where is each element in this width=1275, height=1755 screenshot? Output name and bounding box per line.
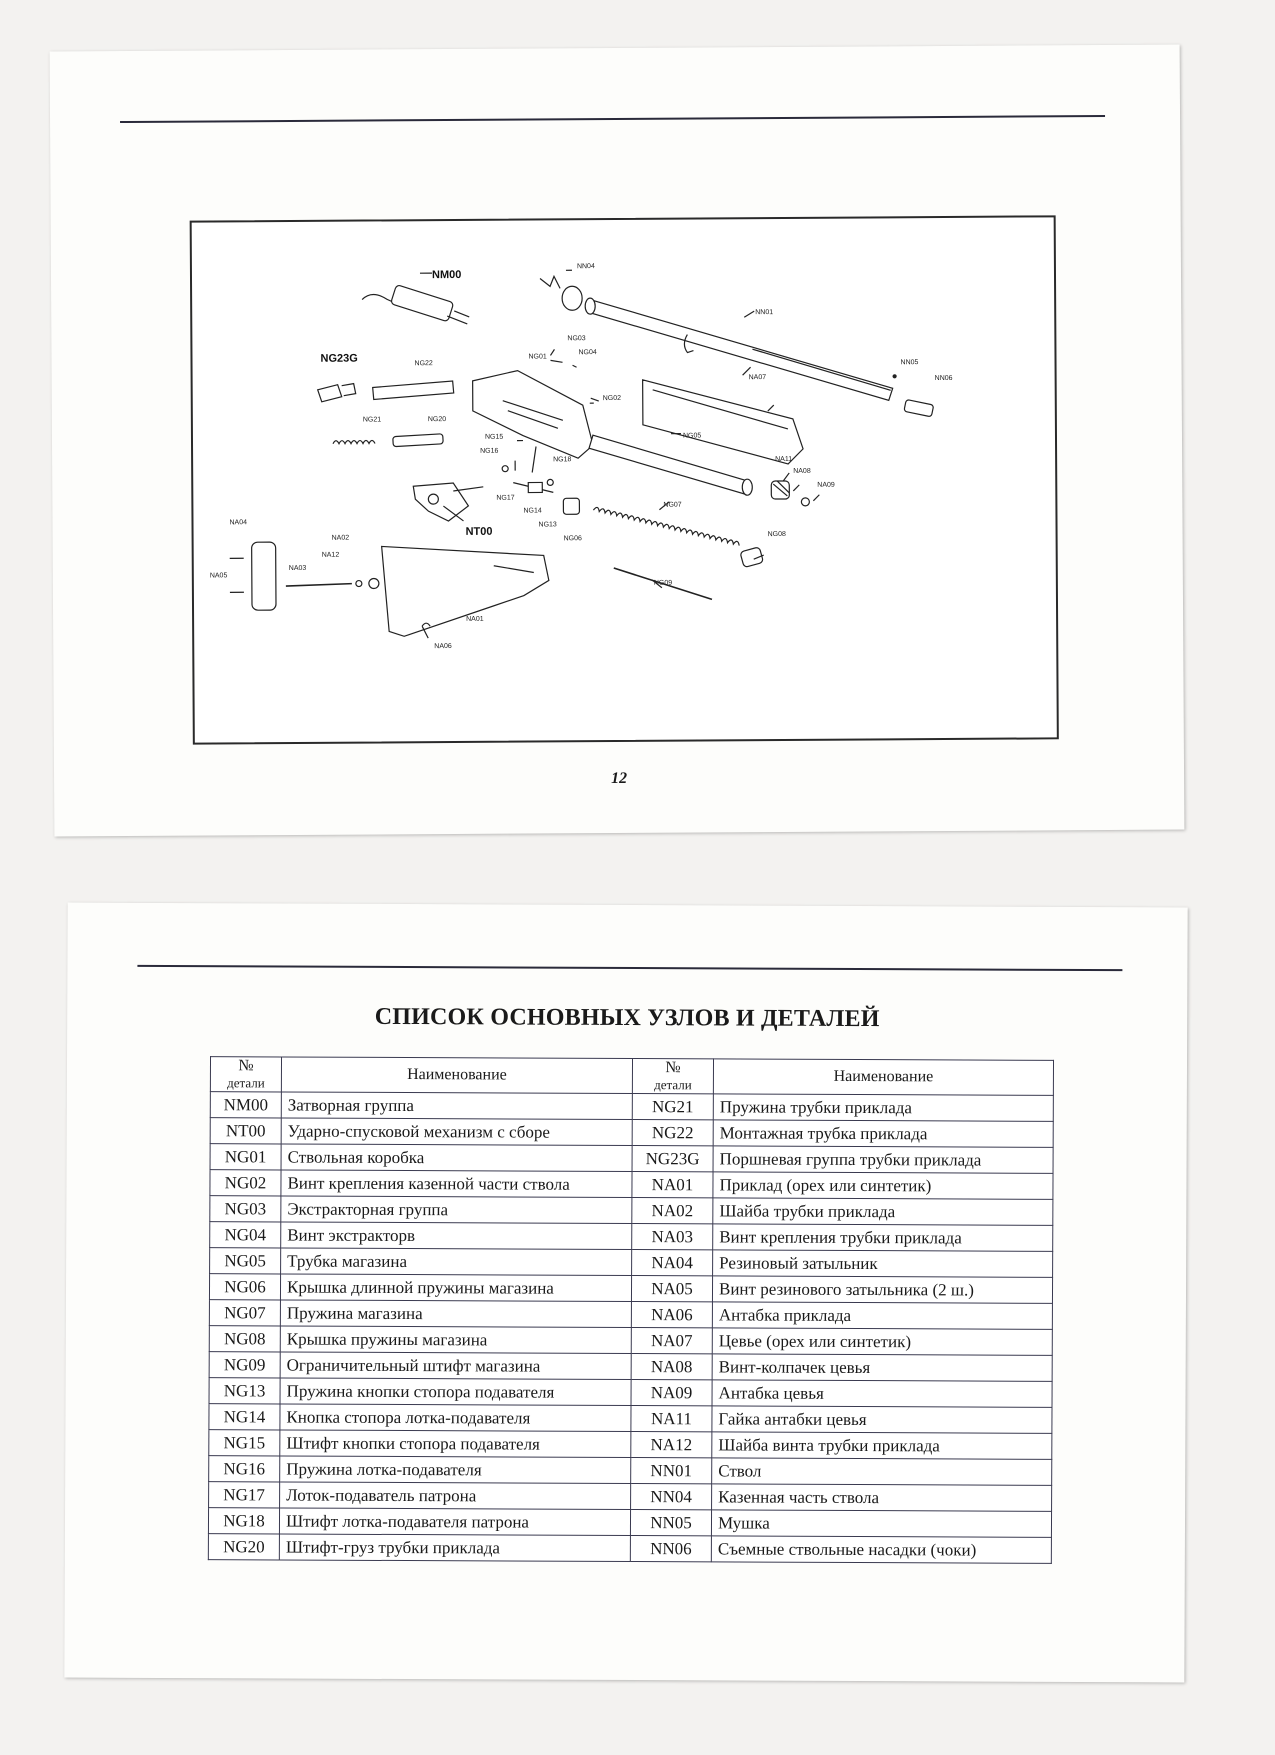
part-number-cell: NA12 [631,1432,712,1458]
bottom-rule [137,965,1122,971]
parts-list-page [64,903,1187,1683]
label-ng15: NG15 [484,433,504,441]
diagram-drawing [192,217,1057,742]
part-name-cell: Штифт лотка-подавателя патрона [279,1508,630,1536]
table-row [208,1534,1051,1564]
header-name-2: Наименование [713,1059,1053,1095]
part-number-cell: NA03 [632,1224,713,1250]
bolt-group-part [362,284,469,324]
part-name-cell: Ствольная коробка [281,1144,632,1172]
label-na04: NA04 [229,519,248,527]
top-rule [120,115,1105,123]
label-ng09: NG09 [653,579,673,587]
label-ng02: NG02 [602,394,622,403]
part-name-cell: Цевье (орех или синтетик) [712,1328,1052,1355]
label-na12: NA12 [321,551,340,559]
header-part-no [210,1057,281,1092]
part-name-cell: Пружина лотка-подавателя [280,1456,631,1484]
table-row [210,1092,1053,1122]
part-number-cell: NA04 [632,1250,713,1276]
exploded-diagram [190,215,1059,744]
label-ng01: NG01 [528,353,547,361]
label-na01: NA01 [466,615,484,623]
part-number-cell: NG08 [209,1326,280,1352]
part-name-cell: Монтажная трубка приклада [713,1120,1053,1147]
label-ng22: NG22 [414,360,433,368]
label-na06: NA06 [434,643,452,651]
part-number-cell: NA11 [631,1406,712,1432]
table-row [210,1118,1053,1148]
part-name-cell: Съемные ствольные насадки (чоки) [711,1536,1051,1563]
label-ng13: NG13 [538,521,557,529]
table-row [209,1300,1052,1330]
part-name-cell: Лоток-подаватель патрона [280,1482,631,1510]
header-no-symbol: № [238,1057,254,1075]
part-number-cell: NA09 [631,1380,712,1406]
part-name-cell: Штифт кнопки стопора подавателя [280,1430,631,1458]
label-ng18: NG18 [553,456,572,464]
table-row [210,1222,1053,1252]
part-number-cell: NG13 [209,1378,280,1404]
part-name-cell: Винт крепления казенной части ствола [281,1170,632,1198]
part-number-cell: NG14 [209,1404,280,1430]
part-name-cell: Крышка длинной пружины магазина [280,1274,631,1302]
part-name-cell: Штифт-груз трубки приклада [279,1534,630,1562]
label-ng05: NG05 [682,432,702,440]
label-na11: NA11 [775,455,793,464]
label-na05: NA05 [209,572,228,580]
table-row [209,1404,1052,1434]
part-name-cell: Антабка цевья [712,1380,1052,1407]
part-number-cell: NG02 [210,1170,281,1196]
part-name-cell: Приклад (орех или синтетик) [713,1172,1053,1199]
forend-part [643,379,804,465]
part-number-cell: NA05 [631,1276,712,1302]
label-ng03: NG03 [567,335,586,343]
label-na07: NA07 [748,374,767,382]
label-na09: NA09 [817,481,835,489]
part-number-cell: NG22 [632,1120,713,1146]
part-name-cell: Шайба винта трубки приклада [712,1432,1052,1459]
label-nn04: NN04 [576,263,595,271]
part-name-cell: Казенная часть ствола [712,1484,1052,1511]
part-name-cell: Кнопка стопора лотка-подавателя [280,1404,631,1432]
part-number-cell: NA06 [631,1302,712,1328]
header-part-no-2 [632,1059,713,1094]
part-number-cell: NN04 [631,1484,712,1510]
part-number-cell: NA07 [631,1328,712,1354]
part-name-cell: Поршневая группа трубки приклада [713,1146,1053,1173]
part-number-cell: NG16 [209,1456,280,1482]
part-number-cell: NG21 [632,1094,713,1120]
page-title: СПИСОК ОСНОВНЫХ УЗЛОВ И ДЕТАЛЕЙ [374,1003,880,1033]
label-ng21: NG21 [362,416,382,424]
part-name-cell: Ограничительный штифт магазина [280,1352,631,1380]
header-no-symbol-2: № [665,1059,681,1077]
part-name-cell: Ударно-спусковой механизм с сборе [281,1118,632,1146]
header-no-caption-2: детали [654,1077,692,1093]
part-number-cell: NG17 [209,1482,280,1508]
trigger-group-part [413,483,483,521]
part-name-cell: Винт резинового затыльника (2 ш.) [712,1276,1052,1303]
parts-table [208,1056,1054,1564]
part-number-cell: NA01 [632,1172,713,1198]
label-nn01: NN01 [755,309,774,317]
mount-tube-part [373,381,454,399]
part-number-cell: NG15 [209,1430,280,1456]
table-row [209,1378,1052,1408]
magazine-spring-part [593,506,740,547]
part-number-cell: NG07 [209,1300,280,1326]
label-ng06: NG06 [563,535,582,543]
table-row [209,1456,1052,1486]
part-number-cell: NG18 [208,1508,279,1534]
piston-group-part [318,384,356,402]
label-na03: NA03 [288,564,307,573]
diagram-page [50,45,1185,837]
label-ng14: NG14 [523,507,542,515]
table-row [209,1326,1052,1356]
part-name-cell: Ствол [712,1458,1052,1485]
page-number: 12 [611,769,628,788]
part-name-cell: Экстракторная группа [281,1196,632,1224]
parts-table-body [208,1092,1053,1564]
part-number-cell: NN06 [630,1536,711,1562]
table-row [208,1508,1051,1538]
part-name-cell: Затворная группа [281,1092,632,1120]
butt-pad-part [230,542,276,610]
part-number-cell: NA08 [631,1354,712,1380]
label-nn05: NN05 [900,359,919,367]
part-name-cell: Резиновый затыльник [713,1250,1053,1277]
part-name-cell: Крышка пружины магазина [280,1326,631,1354]
part-name-cell: Пружина трубки приклада [713,1094,1053,1121]
label-nn06: NN06 [934,374,953,383]
label-na02: NA02 [331,534,350,542]
part-number-cell: NA02 [632,1198,713,1224]
table-row [210,1196,1053,1226]
table-row [209,1430,1052,1460]
part-number-cell: NG01 [210,1144,281,1170]
part-number-cell: NN01 [631,1458,712,1484]
label-ng07: NG07 [663,501,682,509]
table-row [210,1248,1053,1278]
part-name-cell: Пружина кнопки стопора подавателя [280,1378,631,1406]
part-number-cell: NG06 [209,1274,280,1300]
label-ng16: NG16 [480,447,499,455]
header-no-caption: детали [227,1075,265,1091]
label-nt00: NT00 [465,525,493,538]
receiver-part [473,370,594,459]
weight-pin-part [393,434,444,447]
label-na08: NA08 [793,467,811,475]
part-name-cell: Мушка [711,1510,1051,1537]
label-ng04: NG04 [578,349,597,357]
part-name-cell: Винт крепления трубки приклада [713,1224,1053,1251]
part-name-cell: Антабка приклада [712,1302,1052,1329]
part-number-cell: NN05 [630,1510,711,1536]
stock-spring-part [333,440,375,443]
table-row [209,1274,1052,1304]
label-ng17: NG17 [496,494,515,502]
table-row [210,1144,1053,1174]
header-name: Наименование [281,1057,632,1094]
label-ng08: NG08 [767,530,786,539]
part-number-cell: NG04 [210,1222,281,1248]
part-number-cell: NG03 [210,1196,281,1222]
part-number-cell: NG09 [209,1352,280,1378]
part-name-cell: Винт экстракторв [281,1222,632,1250]
breech-part [540,276,582,310]
label-ng23g: NG23G [320,352,358,365]
table-header-row [210,1057,1053,1096]
part-name-cell: Пружина магазина [280,1300,631,1328]
part-name-cell: Винт-колпачек цевья [712,1354,1052,1381]
part-name-cell: Шайба трубки приклада [713,1198,1053,1225]
table-row [210,1170,1053,1200]
label-nm00: NM00 [431,268,462,282]
barrel-part [585,296,893,402]
part-number-cell: NG23G [632,1146,713,1172]
table-row [209,1482,1052,1512]
part-number-cell: NM00 [210,1092,281,1118]
part-number-cell: NG20 [208,1534,279,1560]
part-number-cell: NG05 [210,1248,281,1274]
label-ng20: NG20 [427,416,447,424]
part-name-cell: Трубка магазина [281,1248,632,1276]
part-name-cell: Гайка антабки цевья [712,1406,1052,1433]
part-number-cell: NT00 [210,1118,281,1144]
table-row [209,1352,1052,1382]
choke-part [904,399,934,417]
